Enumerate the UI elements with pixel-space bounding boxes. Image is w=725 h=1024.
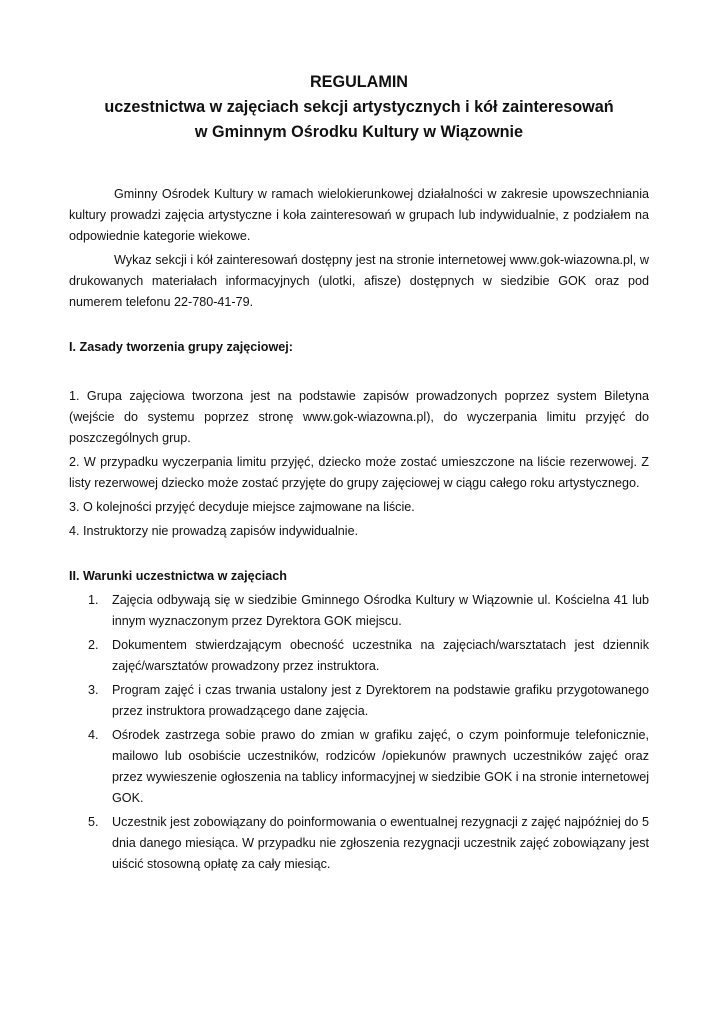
item-number: 4.	[88, 728, 99, 742]
section-1-item: 4. Instruktorzy nie prowadzą zapisów indywidualnie.	[69, 524, 359, 538]
section-2-item	[69, 680, 649, 722]
section-1-item: 2. W przypadku wyczerpania limitu przyjęć, dziecko może zostać umieszczone na liście rezerwowej. Z listy rezerwowej dziecko może zostać przyjęte do grupy zajęciowej w ciągu całego roku artystycznego.	[69, 455, 649, 490]
section-1-list	[69, 386, 649, 542]
intro-paragraph-1: Gminny Ośrodek Kultury w ramach wielokierunkowej działalności w zakresie upowszechniania kultury prowadzi zajęcia artystyczne i koła zainteresowań w grupach lub indywidualnie, z podziałem na odpowiednie kategorie wiekowe.	[69, 187, 649, 243]
intro-paragraph-2: Wykaz sekcji i kół zainteresowań dostępny jest na stronie internetowej www.gok-wiazowna.pl, w drukowanych materiałach informacyjnych (ulotki, afisze) dostępnych w siedzibie GOK oraz pod numerem telefonu 22-780-41-79.	[69, 253, 649, 309]
item-text: Ośrodek zastrzega sobie prawo do zmian w grafiku zajęć, o czym poinformuje telefonicznie, mailowo lub osobiście uczestników, rodziców /opiekunów prawnych uczestników zajęć oraz przez wywieszenie ogłoszenia na tablicy informacyjnej w siedzibie GOK i na stronie internetowej GOK.	[112, 728, 649, 805]
section-2-item	[69, 635, 649, 677]
section-1-item: 1. Grupa zajęciowa tworzona jest na podstawie zapisów prowadzonych poprzez system Biletyna (wejście do systemu poprzez stronę www.gok-wiazowna.pl), do wyczerpania limitu przyjęć do poszczególnych grup.	[69, 389, 649, 445]
section-2-heading: II. Warunki uczestnictwa w zajęciach	[69, 569, 287, 583]
section-2-item	[69, 725, 649, 809]
item-number: 1.	[88, 593, 99, 607]
section-1-heading: I. Zasady tworzenia grupy zajęciowej:	[69, 340, 293, 354]
title-line-1: REGULAMIN	[309, 73, 409, 91]
item-text: Dokumentem stwierdzającym obecność uczestnika na zajęciach/warsztatach jest dziennik zajęć/warsztatów prowadzony przez instruktora.	[112, 638, 649, 673]
title-line-3: w Gminnym Ośrodku Kultury w Wiązownie	[194, 123, 524, 141]
intro-section	[69, 184, 649, 313]
section-2-item	[69, 812, 649, 875]
item-text: Uczestnik jest zobowiązany do poinformowania o ewentualnej rezygnacji z zajęć najpóźniej do 5 dnia danego miesiąca. W przypadku nie zgłoszenia rezygnacji uczestnik zajęć zobowiązany jest uiścić stosowną opłatę za cały miesiąc.	[112, 815, 649, 871]
document-title	[69, 0, 649, 145]
section-1-item: 3. O kolejności przyjęć decyduje miejsce zajmowane na liście.	[69, 500, 415, 514]
item-text: Program zajęć i czas trwania ustalony jest z Dyrektorem na podstawie grafiku przygotowanego przez instruktora prowadzącego dane zajęcia.	[112, 683, 649, 718]
section-2-list	[69, 590, 649, 875]
title-line-2: uczestnictwa w zajęciach sekcji artystycznych i kół zainteresowań	[104, 98, 614, 116]
item-number: 2.	[88, 638, 99, 652]
item-number: 5.	[88, 815, 99, 829]
item-number: 3.	[88, 683, 99, 697]
item-text: Zajęcia odbywają się w siedzibie Gminnego Ośrodka Kultury w Wiązownie ul. Kościelna 41 lub innym wyznaczonym przez Dyrektora GOK miejscu.	[112, 593, 649, 628]
section-2-item	[69, 590, 649, 632]
